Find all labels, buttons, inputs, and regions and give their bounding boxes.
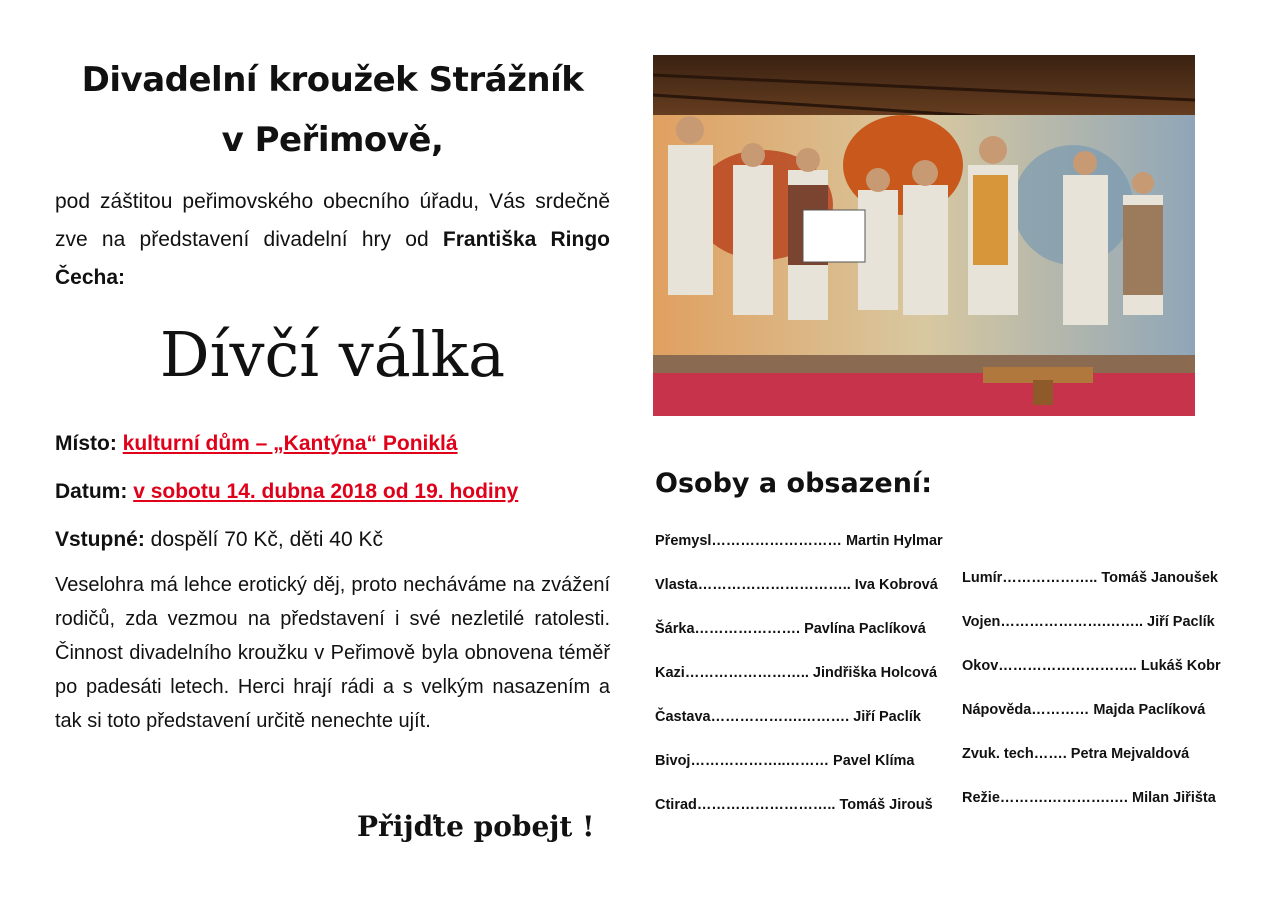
entry-value: dospělí 70 Kč, děti 40 Kč bbox=[144, 528, 383, 551]
cast-entry: Častava……………….………. Jiří Paclík bbox=[655, 709, 921, 725]
place-value: kulturní dům – „Kantýna“ Poniklá bbox=[122, 432, 458, 455]
cast-entry: Šárka…………………. Pavlína Paclíková bbox=[655, 621, 926, 637]
intro-text: pod záštitou peřimovského obecního úřadu, Vás srdečně zve na představení divadelní hry od bbox=[55, 190, 610, 251]
date-label: Datum: bbox=[55, 480, 128, 503]
cast-entry: Ctirad……………………….. Tomáš Jirouš bbox=[655, 797, 933, 813]
cast-entry: Okov……………………….. Lukáš Kobr bbox=[962, 658, 1221, 674]
intro-author: Františka Ringo Čecha: bbox=[55, 228, 610, 289]
cast-entry: Vojen………………….…….. Jiří Paclík bbox=[962, 614, 1215, 630]
slogan: Přijďte pobejt ! bbox=[357, 810, 595, 843]
entry-line bbox=[55, 528, 383, 552]
performance-photo bbox=[653, 55, 1195, 416]
date-line bbox=[55, 480, 518, 504]
cast-entry: Vlasta………………………….. Iva Kobrová bbox=[655, 577, 938, 593]
cast-entry: Kazi…………………….. Jindřiška Holcová bbox=[655, 665, 938, 681]
cast-title: Osoby a obsazení: bbox=[655, 468, 932, 499]
cast-entry: Přemysl……………………… Martin Hylmar bbox=[655, 533, 943, 549]
cast-entry: Zvuk. tech……. Petra Mejvaldová bbox=[962, 746, 1190, 762]
description-paragraph: Veselohra má lehce erotický děj, proto necháváme na zvážení rodičů, zda vezmou na představení i své nezletilé ratolesti. Činnost divadelního kroužku v Peřimově byla obnovena téměř po padesáti letech. Herci hrají rádi a s velkým nasazením a tak si toto představení určitě nenechte ujít. bbox=[55, 574, 610, 732]
play-title: Dívčí válka bbox=[159, 318, 506, 391]
place-label: Místo: bbox=[55, 432, 117, 455]
date-value: v sobotu 14. dubna 2018 od 19. hodiny bbox=[133, 480, 519, 503]
cast-entry: Bivoj………………..……… Pavel Klíma bbox=[655, 753, 915, 769]
cast-entry: Režie……….………….…. Milan Jiřišta bbox=[962, 790, 1216, 806]
poster-title-line1: Divadelní kroužek Strážník bbox=[81, 60, 584, 100]
entry-label: Vstupné: bbox=[55, 528, 145, 551]
place-line bbox=[55, 432, 458, 456]
cast-entry: Lumír……………….. Tomáš Janoušek bbox=[962, 570, 1218, 586]
intro-paragraph bbox=[55, 183, 610, 297]
poster-title-line2: v Peřimově, bbox=[221, 120, 444, 160]
cast-entry: Nápověda………… Majda Paclíková bbox=[962, 702, 1206, 718]
